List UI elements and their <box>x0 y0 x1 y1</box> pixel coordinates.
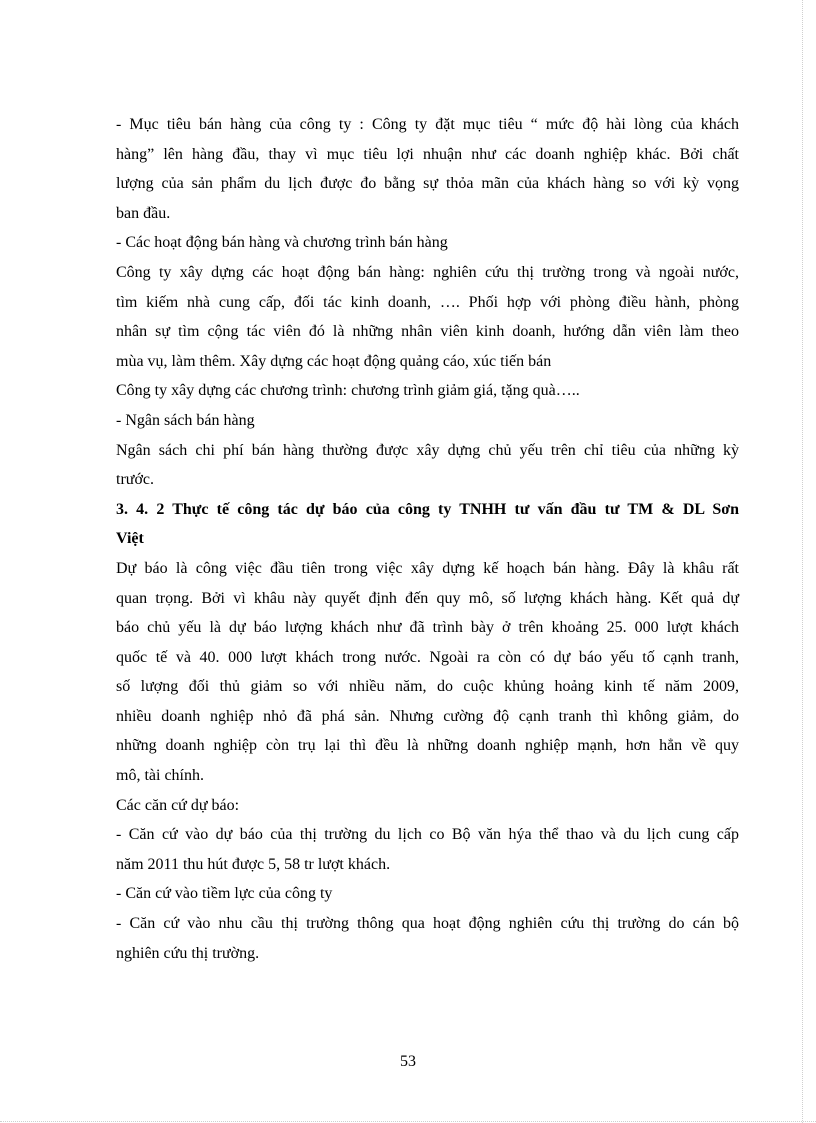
text-line: - Các hoạt động bán hàng và chương trình bán hàng <box>116 234 448 252</box>
text-line: nhân sự tìm cộng tác viên đó là những nhân viên kinh doanh, hướng dẫn viên làm theo <box>116 323 739 341</box>
document-body <box>116 110 739 968</box>
text-line: năm 2011 thu hút được 5, 58 tr lượt khách. <box>116 855 391 873</box>
text-line: Các căn cứ dự báo: <box>116 796 240 814</box>
text-line: số lượng đối thủ giảm so với nhiều năm, do cuộc khủng hoảng kinh tế năm 2009, <box>116 678 739 696</box>
text-line: Dự báo là công việc đầu tiên trong việc xây dựng kế hoạch bán hàng. Đây là khâu rất <box>116 559 739 577</box>
text-line: ban đầu. <box>116 204 171 222</box>
text-line: những doanh nghiệp còn trụ lại thì đều là những doanh nghiệp mạnh, hơn hẳn về quy <box>116 737 739 755</box>
text-line: Ngân sách chi phí bán hàng thường được xây dựng chủ yếu trên chỉ tiêu của những kỳ <box>116 441 739 459</box>
page-right-border <box>802 0 803 1123</box>
text-line: Công ty xây dựng các chương trình: chương trình giảm giá, tặng quà….. <box>116 382 580 400</box>
text-line: quan trọng. Bởi vì khâu này quyết định đến quy mô, số lượng khách hàng. Kết quả dự <box>116 589 739 607</box>
section-heading-line: Việt <box>116 530 144 548</box>
text-line: trước. <box>116 471 155 489</box>
text-line: mô, tài chính. <box>116 767 204 785</box>
text-line: - Căn cứ vào dự báo của thị trường du lịch co Bộ văn hýa thể thao và du lịch cung cấp <box>116 826 739 844</box>
text-line: mùa vụ, làm thêm. Xây dựng các hoạt động quảng cáo, xúc tiến bán <box>116 352 552 370</box>
page-number: 53 <box>400 1053 416 1070</box>
text-line: tìm kiếm nhà cung cấp, đối tác kinh doanh, …. Phối hợp với phòng điều hành, phòng <box>116 293 739 311</box>
text-line: nghiên cứu thị trường. <box>116 944 260 962</box>
section-heading-line: 3. 4. 2 Thực tế công tác dự báo của công ty TNHH tư vấn đầu tư TM & DL Sơn <box>116 500 739 518</box>
text-line: lượng của sản phẩm du lịch được đo bằng sự thỏa mãn của khách hàng so với kỳ vọng <box>116 175 739 193</box>
text-line: - Mục tiêu bán hàng của công ty : Công ty đặt mục tiêu “ mức độ hài lòng của khách <box>116 116 739 133</box>
text-line: nhiều doanh nghiệp nhỏ đã phá sản. Nhưng cường độ cạnh tranh thì không giảm, do <box>116 707 739 725</box>
text-line: Công ty xây dựng các hoạt động bán hàng: nghiên cứu thị trường trong và ngoài nước, <box>116 263 739 281</box>
text-line: - Căn cứ vào tiềm lực của công ty <box>116 885 333 903</box>
page-bottom-border <box>0 1121 816 1122</box>
text-line: hàng” lên hàng đầu, thay vì mục tiêu lợi nhuận như các doanh nghiệp khác. Bởi chất <box>116 145 739 163</box>
text-line: - Căn cứ vào nhu cầu thị trường thông qua hoạt động nghiên cứu thị trường do cán bộ <box>116 915 739 933</box>
text-line: - Ngân sách bán hàng <box>116 411 255 429</box>
text-line: quốc tế và 40. 000 lượt khách trong nước. Ngoài ra còn có dự báo yếu tố cạnh tranh, <box>116 648 739 666</box>
text-line: báo chủ yếu là dự báo lượng khách như đã trình bày ở trên khoảng 25. 000 lượt khách <box>116 619 739 637</box>
